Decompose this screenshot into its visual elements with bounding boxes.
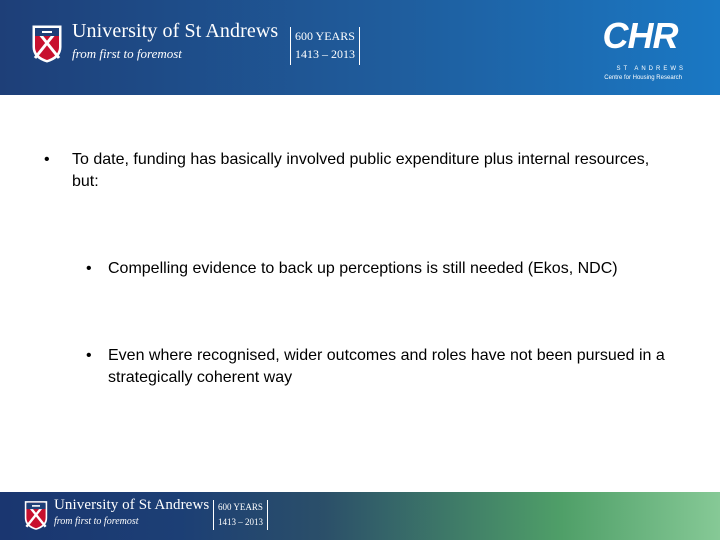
sub-bullet-item xyxy=(86,345,686,389)
anniversary-dates: 1413 – 2013 xyxy=(218,517,263,527)
anniversary-badge xyxy=(290,27,360,65)
bullet-marker: • xyxy=(44,151,50,168)
chr-logo-text: CHR xyxy=(602,15,678,56)
sub-bullet-text: Even where recognised, wider outcomes and roles have not been pursued in a strategically coherent way xyxy=(108,347,665,386)
sub-bullet-item xyxy=(86,258,686,280)
sub-bullet-text: Compelling evidence to back up perceptions is still needed (Ekos, NDC) xyxy=(108,260,618,277)
university-tagline: from first to foremost xyxy=(54,516,139,527)
anniversary-years: 600 YEARS xyxy=(218,502,263,512)
footer-banner xyxy=(0,492,720,540)
header-banner xyxy=(0,0,720,95)
bullet-text: To date, funding has basically involved public expenditure plus internal resources, but: xyxy=(72,151,650,190)
anniversary-badge xyxy=(213,500,268,530)
university-name: University of St Andrews xyxy=(72,20,279,42)
university-crest-icon xyxy=(32,25,62,63)
university-tagline: from first to foremost xyxy=(72,46,182,61)
chr-logo xyxy=(590,14,690,86)
bullet-marker: • xyxy=(86,260,92,277)
university-name: University of St Andrews xyxy=(54,497,210,513)
bullet-item xyxy=(44,149,664,193)
university-crest-icon xyxy=(24,500,48,531)
chr-logo-subtitle: ST ANDREWS xyxy=(616,66,686,72)
anniversary-dates: 1413 – 2013 xyxy=(295,47,355,61)
chr-logo-caption: Centre for Housing Research xyxy=(604,75,682,81)
anniversary-years: 600 YEARS xyxy=(295,29,355,43)
bullet-marker: • xyxy=(86,347,92,364)
